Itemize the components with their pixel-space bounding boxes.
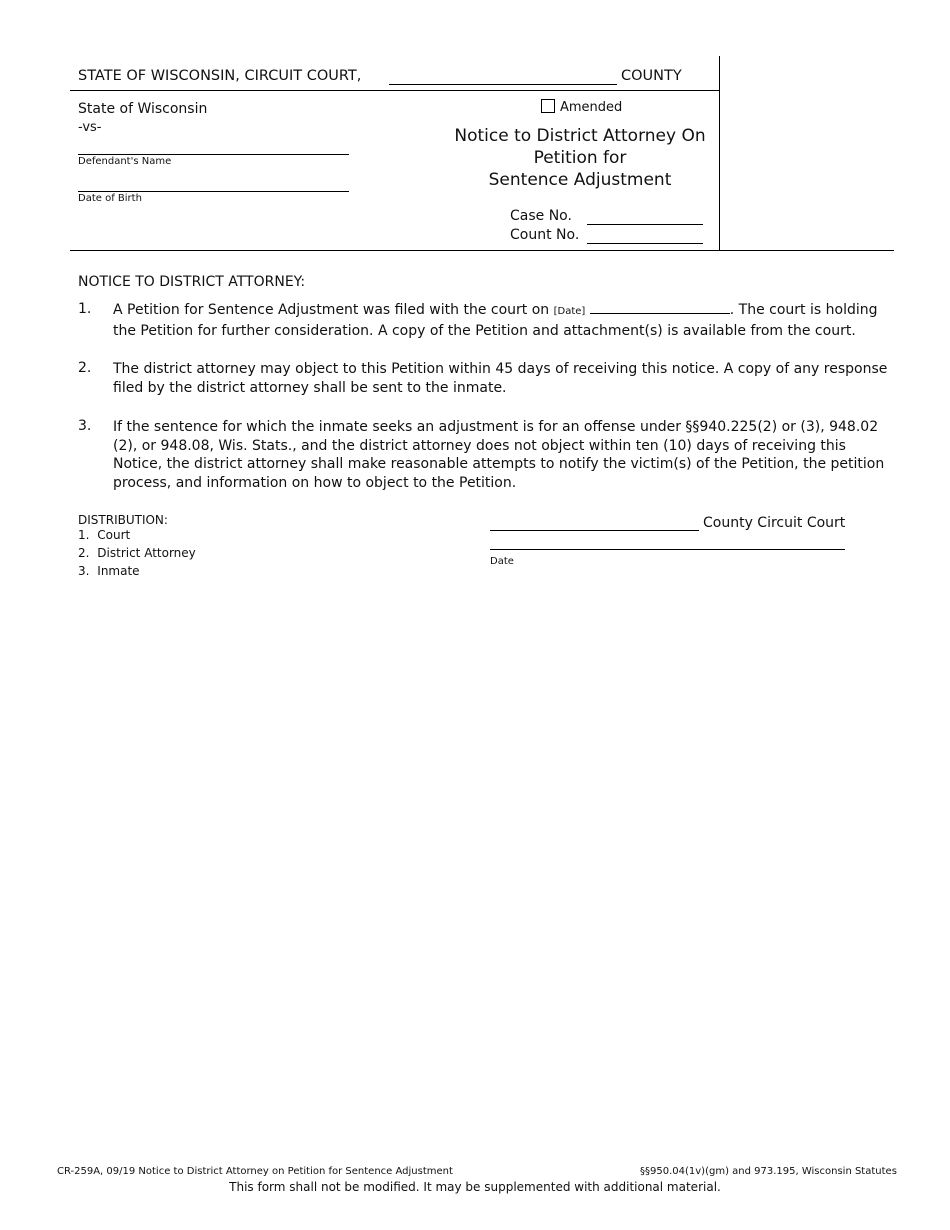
statutes-reference: §§950.04(1v)(gm) and 973.195, Wisconsin Statutes (640, 1166, 897, 1177)
notice-heading: NOTICE TO DISTRICT ATTORNEY: (78, 274, 306, 290)
date-of-birth-field[interactable] (78, 191, 349, 192)
notice-item-1-text (113, 301, 893, 340)
distribution-item-2 (78, 546, 196, 560)
distribution-item-3-number: 3. (78, 564, 90, 578)
notice-item-1-text-after: . The court is holding the Petition for further consideration. A copy of the Petition and attachment(s) is available from the court. (113, 302, 878, 339)
county-circuit-court-label: County Circuit Court (703, 515, 846, 531)
county-circuit-court-field[interactable] (490, 530, 699, 531)
date-of-birth-label: Date of Birth (78, 193, 142, 204)
date-placeholder: [Date] (553, 306, 586, 317)
county-name-field[interactable] (389, 84, 617, 85)
modification-note: This form shall not be modified. It may be supplemented with additional material. (229, 1180, 721, 1194)
distribution-item-1 (78, 528, 130, 542)
form-title (440, 125, 720, 191)
distribution-item-3-label: Inmate (97, 564, 140, 578)
form-title-line-2: Petition for (533, 148, 627, 168)
notice-item-3-text: If the sentence for which the inmate seeks an adjustment is for an offense under §§940.225(2) or (3), 948.02 (2), or 948.08, Wis. Stats., and the district attorney does not object within ten (10) days of receiving this Notice, the district attorney shall make reasonable attempts to notify the victim(s) of the Petition, the petition process, and information on how to object to the Petition. (113, 419, 885, 491)
distribution-heading: DISTRIBUTION: (78, 513, 168, 527)
date-field[interactable] (490, 549, 845, 550)
distribution-item-1-label: Court (97, 528, 131, 542)
notice-item-2-text: The district attorney may object to this Petition within 45 days of receiving this notice. A copy of any response filed by the district attorney shall be sent to the inmate. (113, 361, 888, 396)
header-divider (70, 90, 719, 91)
form-title-line-1: Notice to District Attorney On (454, 126, 706, 146)
distribution-item-3 (78, 564, 140, 578)
date-label: Date (490, 556, 514, 567)
form-identifier: CR-259A, 09/19 Notice to District Attorney on Petition for Sentence Adjustment (57, 1166, 453, 1177)
case-no-field[interactable] (587, 224, 703, 225)
amended-label: Amended (560, 100, 623, 115)
distribution-item-1-number: 1. (78, 528, 90, 542)
case-no-label: Case No. (510, 208, 572, 224)
distribution-item-2-label: District Attorney (97, 546, 196, 560)
form-title-line-3: Sentence Adjustment (488, 170, 672, 190)
county-label: COUNTY (621, 68, 682, 84)
count-no-label: Count No. (510, 227, 580, 243)
amended-checkbox[interactable] (541, 99, 555, 113)
notice-item-2-number: 2. (78, 360, 92, 376)
petition-filed-date-field[interactable] (590, 301, 730, 314)
defendant-name-label: Defendant's Name (78, 156, 172, 167)
notice-item-3-number: 3. (78, 418, 92, 434)
count-no-field[interactable] (587, 243, 703, 244)
plaintiff-name: State of Wisconsin (78, 101, 208, 117)
versus-label: -vs- (78, 120, 102, 135)
notice-item-1-text-before: A Petition for Sentence Adjustment was filed with the court on (113, 302, 550, 318)
defendant-name-field[interactable] (78, 154, 349, 155)
notice-item-1-number: 1. (78, 301, 92, 317)
caption-bottom-divider (70, 250, 894, 251)
amended-option[interactable] (541, 99, 622, 115)
distribution-item-2-number: 2. (78, 546, 90, 560)
state-court-label: STATE OF WISCONSIN, CIRCUIT COURT, (78, 68, 362, 84)
